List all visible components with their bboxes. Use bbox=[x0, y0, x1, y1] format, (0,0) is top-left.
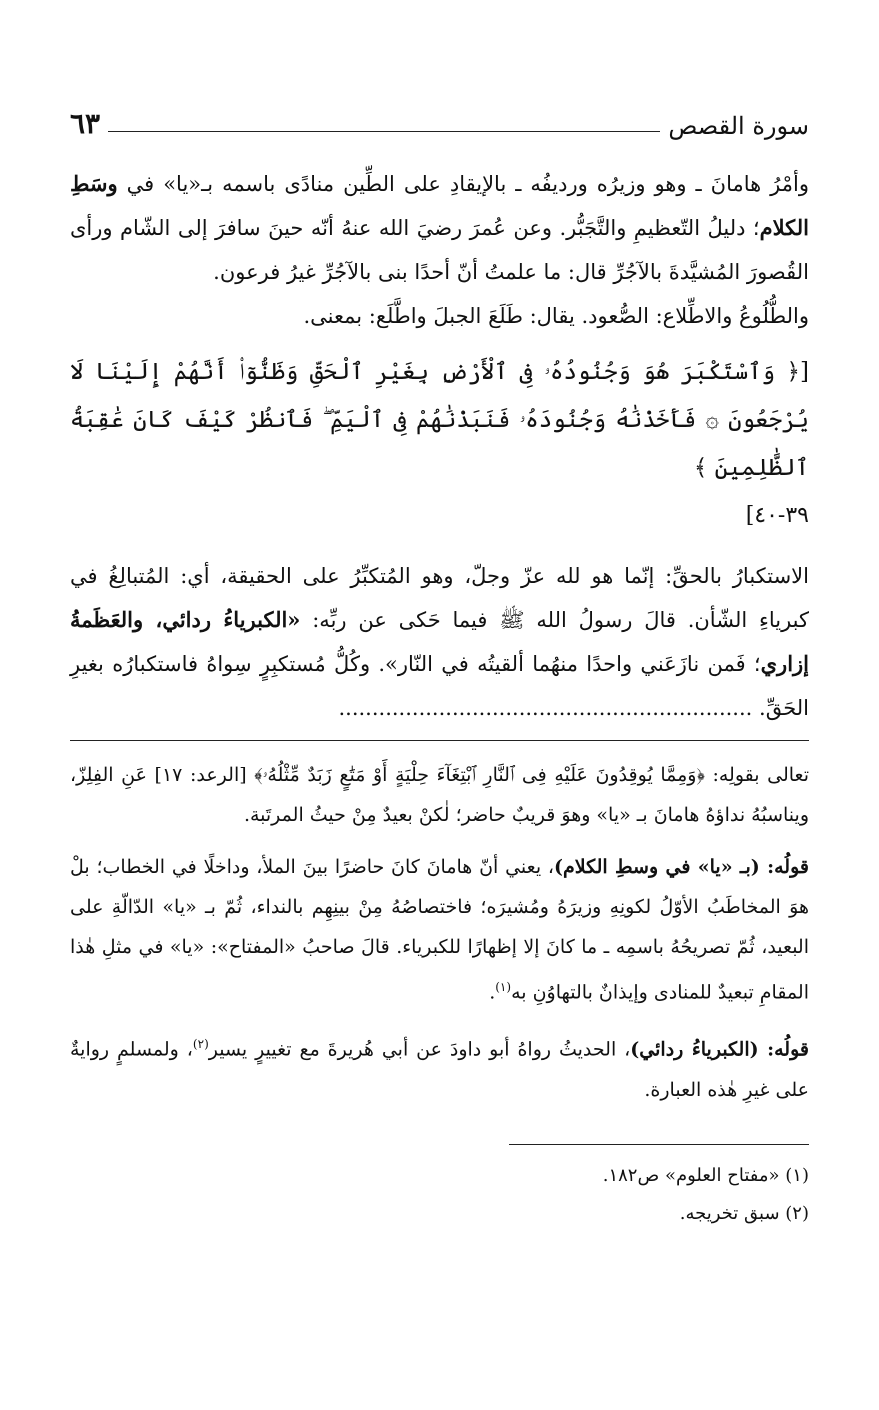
surah-name: سورة القصص bbox=[668, 112, 809, 140]
quran-verses bbox=[70, 348, 809, 540]
main-text-2 bbox=[70, 554, 809, 730]
footnotes bbox=[70, 1157, 809, 1233]
commentary-p3-text-b: ، ولمسلمٍ روايةٌ على غيرِ هٰذه العبارة. bbox=[70, 1038, 809, 1101]
main-p1-text-b: ؛ دليلُ التّعظيمِ والتَّجَبُّر. وعن عُمرَ رضيَ الله عنهُ أنّه حينَ سافرَ إلى الشّام ورأى القُصورَ المُشيَّدةَ بالآجُرِّ قال: ما علمتُ أنّ أحدًا بنى بالآجُرِّ غيرُ فرعون. bbox=[70, 216, 809, 284]
main-p1-text-a: وأمْرُ هامانَ ـ وهو وزيرُه ورديفُه ـ بالإيقادِ على الطِّين منادًى باسمه بـ«يا» في bbox=[126, 172, 809, 196]
commentary-divider bbox=[70, 740, 809, 741]
header-rule bbox=[108, 131, 660, 132]
verse-reference: ٣٩-٤٠] bbox=[745, 503, 809, 528]
book-page bbox=[70, 100, 809, 1233]
main-p3-text-b: ؛ فَمن نازَعَني واحدًا منهُما ألقيتُه في النّار». وكُلُّ مُستكبِرٍ سِواهُ فاستكبارُه بغيرِ الحَقِّ. .............................................................. bbox=[70, 652, 809, 720]
main-text bbox=[70, 162, 809, 338]
main-p3-bold: «الكبرياءُ ردائي، والعَظَمةُ إزاري bbox=[70, 607, 809, 676]
commentary-paragraph-1: تعالى بقولِه: ﴿وَمِمَّا يُوقِدُونَ عَلَيْهِ فِى ٱلنَّارِ ٱبْتِغَآءَ حِلْيَةٍ أَوْ مَتَٰعٍ زَبَدٌ مِّثْلُهُۥ﴾ [الرعد: ١٧] عَنِ الفِلِزّ، ويناسبُهُ نداؤهُ هامانَ بـ «يا» وهوَ قريبٌ حاضر؛ لٰكنْ بعيدٌ مِنْ حيثُ المرتَبة. bbox=[70, 764, 809, 826]
running-header bbox=[70, 100, 809, 140]
footnote-2: (٢) سبق تخريجه. bbox=[679, 1202, 809, 1224]
commentary-paragraph-3 bbox=[70, 1024, 809, 1109]
main-paragraph-2: والطُّلُوعُ والاطِّلاع: الصُّعود. يقال: طَلَعَ الجبلَ واطَّلَع: بمعنى. bbox=[303, 304, 809, 328]
footnote-marker-2: (٢) bbox=[192, 1037, 209, 1052]
commentary-p3-bold: قولُه: (الكبرياءُ ردائي) bbox=[630, 1038, 809, 1061]
commentary-p2-end: . bbox=[489, 981, 496, 1004]
main-p1-bold: وسَطِ الكلام bbox=[70, 171, 809, 240]
main-paragraph-3 bbox=[70, 554, 809, 730]
footnote-1: (١) «مفتاح العلوم» ص١٨٢. bbox=[602, 1164, 809, 1186]
footnote-separator bbox=[509, 1144, 809, 1145]
footnote-marker-1: (١) bbox=[495, 980, 512, 994]
commentary bbox=[70, 755, 809, 1110]
main-paragraph-1 bbox=[70, 162, 809, 294]
commentary-p2-bold: قولُه: (بـ «يا» في وسطِ الكلام) bbox=[554, 856, 809, 878]
page-number: ٦٣ bbox=[70, 107, 101, 140]
main-p3-text-a: الاستكبارُ بالحقِّ: إنّما هو لله عزّ وجلّ، وهو المُتكبِّرُ على الحقيقة، أي: المُتبالِغُ في كبرياءِ الشّأن. قالَ رسولُ الله ﷺ فيما حَكى عن ربِّه: bbox=[70, 564, 810, 632]
commentary-p3-text-a: ، الحديثُ رواهُ أبو داودَ عن أبي هُريرةَ مع تغييرٍ يسير bbox=[208, 1038, 631, 1061]
commentary-paragraph-2 bbox=[70, 847, 809, 1012]
commentary-p2-text: ، يعني أنّ هامانَ كانَ حاضرًا بينَ الملأ، وداخلًا في الخطاب؛ بلْ هوَ المخاطَبُ الأوّلُ لكونِهِ وزيرَهُ ومُشيرَه؛ فاختصاصُهُ مِنْ بينِهِم بالنداء، ثُمّ بـ «يا» الدّالّةِ على البعيد، ثُمّ تصريحُهُ باسمِه ـ ما كانَ إلا إظهارًا للكبرياء. قالَ صاحبُ «المفتاح»: «يا» في مثلِ هٰذا المقامِ تبعيدٌ للمنادى وإيذانٌ بالتهاوُنِ به bbox=[70, 856, 809, 1004]
quran-text: [﴿ وَٱسْتَكْبَرَ هُوَ وَجُنُودُهُۥ فِى ٱلْأَرْضِ بِغَيْرِ ٱلْحَقِّ وَظَنُّوٓا۟ أَنَّهُمْ إِلَيْنَا لَا يُرْجَعُونَ ۞ فَأَخَذْنَٰهُ وَجُنُودَهُۥ فَنَبَذْنَٰهُمْ فِى ٱلْيَمِّ ۖ فَٱنظُرْ كَيْفَ كَانَ عَٰقِبَةُ ٱلظَّٰلِمِينَ ﴾ bbox=[70, 359, 809, 481]
